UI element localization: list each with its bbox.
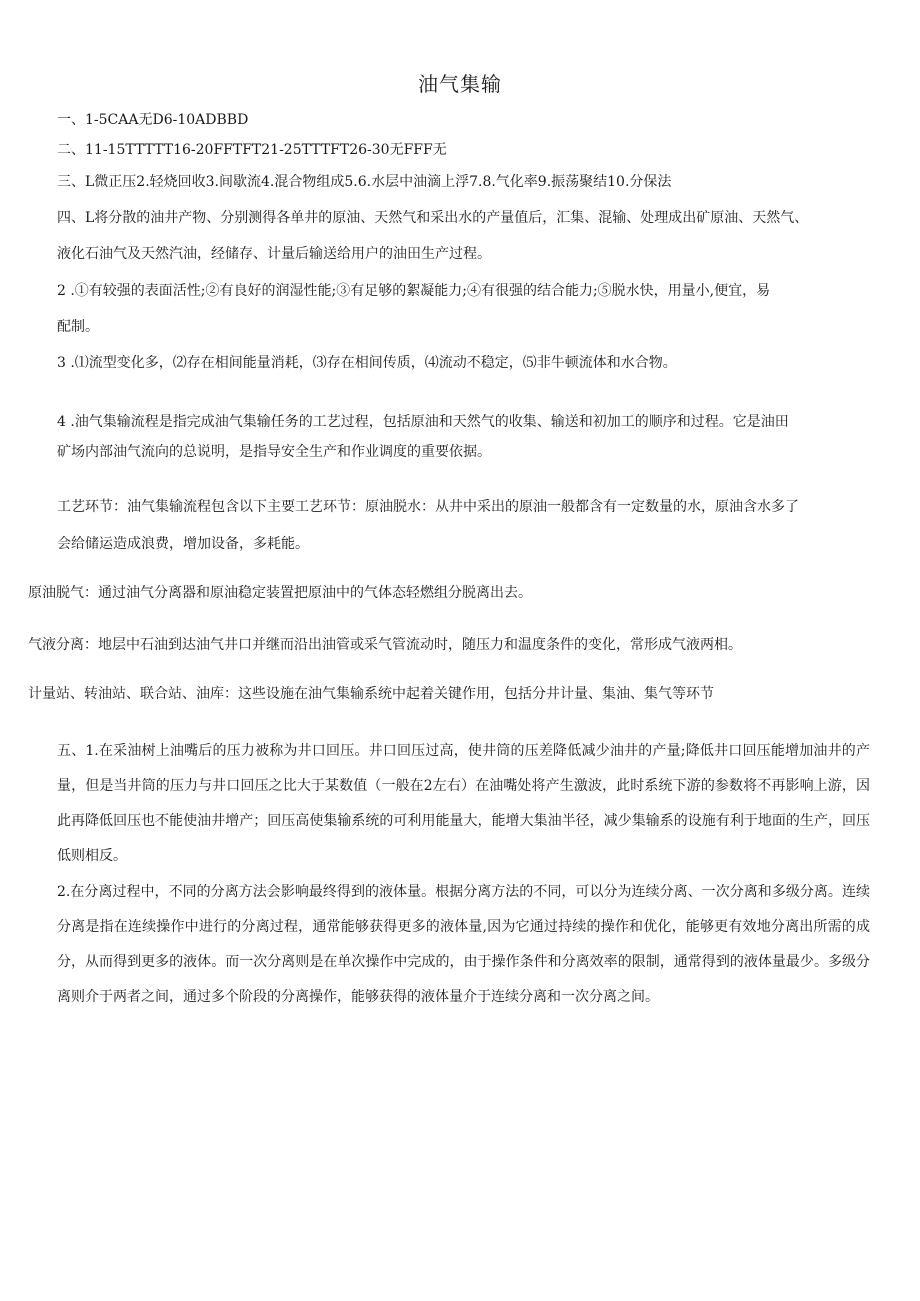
part4-q1-line1: 四、L将分散的油井产物、分别测得各单井的原油、天然气和采出水的产量值后，汇集、混输、处理成出矿原油、天然气、 [57, 210, 809, 226]
part4-q4-line2: 矿场内部油气流向的总说明，是指导安全生产和作业调度的重要依据。 [57, 444, 491, 460]
part4-q1-line2: 液化石油气及天然汽油，经储存、计量后输送给用户的油田生产过程。 [57, 246, 491, 262]
answer-part2: 二、11-15TTTTT16-20FFTFT21-25TTTFT26-30无FFF无 [57, 142, 447, 158]
part4-q4-line1: 4 .油气集输流程是指完成油气集输任务的工艺过程，包括原油和天然气的收集、输送和初加工的顺序和过程。它是油田 [57, 414, 789, 430]
part5-q1: 五、1.在采油树上油嘴后的压力被称为井口回压。井口回压过高，使井筒的压差降低减少油井的产量;降低井口回压能增加油井的产量，但是当井筒的压力与井口回压之比大于某数值（一般在2左右）在油嘴处将产生激波，此时系统下游的参数将不再影响上游，因此再降低回压也不能使油井增产；回压高使集输系统的可利用能量大，能增大集油半径，减少集输系的设施有利于地面的生产，回压低则相反。 [57, 743, 870, 864]
answer-part3: 三、L微正压2.轻烧回收3.间歇流4.混合物组成5.6.水层中油滴上浮7.8.气化率9.振荡聚结10.分保法 [57, 174, 672, 190]
degassing-text: 原油脱气：通过油气分离器和原油稳定装置把原油中的气体态轻燃组分脱离出去。 [28, 585, 532, 601]
answer-part1: 一、1-5CAA无D6-10ADBBD [57, 112, 249, 128]
separation-text: 气液分离：地层中石油到达油气井口并继而沿出油管或采气管流动时，随压力和温度条件的变化，常形成气液两相。 [28, 637, 742, 653]
part4-q3: 3 .⑴流型变化多，⑵存在相间能量消耗，⑶存在相间传质，⑷流动不稳定，⑸非牛顿流体和水合物。 [57, 355, 677, 371]
process-line2: 会给储运造成浪费，增加设备，多耗能。 [57, 536, 309, 552]
process-line1: 工艺环节：油气集输流程包含以下主要工艺环节：原油脱水：从井中采出的原油一般都含有一定数量的水，原油含水多了 [57, 499, 799, 515]
part5-q2: 2.在分离过程中，不同的分离方法会影响最终得到的液体量。根据分离方法的不同，可以分为连续分离、一次分离和多级分离。连续分离是指在连续操作中进行的分离过程，通常能够获得更多的液体量,因为它通过持续的操作和优化，能够更有效地分离出所需的成分，从而得到更多的液体。而一次分离则是在单次操作中完成的，由于操作条件和分离效率的限制，通常得到的液体量最少。多级分离则介于两者之间，通过多个阶段的分离操作，能够获得的液体量介于连续分离和一次分离之间。 [57, 884, 870, 1005]
part4-q2-line1: 2 .①有较强的表面活性;②有良好的润湿性能;③有足够的絮凝能力;④有很强的结合能力;⑤脱水快，用量小,便宜，易 [57, 283, 771, 299]
stations-text: 计量站、转油站、联合站、油库：这些设施在油气集输系统中起着关键作用，包括分井计量、集油、集气等环节 [28, 686, 714, 702]
page-title: 油气集输 [418, 72, 502, 96]
part4-q2-line2: 配制。 [57, 319, 99, 335]
